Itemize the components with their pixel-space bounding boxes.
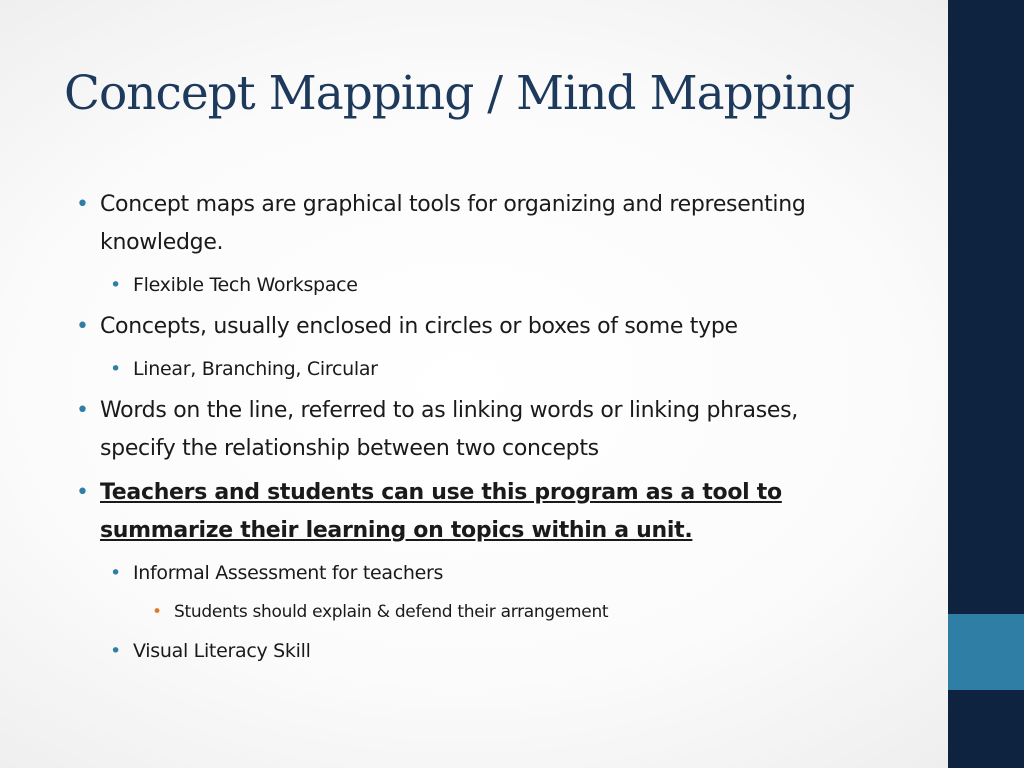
sub-bullet-item <box>106 634 872 668</box>
bullet-icon: • <box>76 192 89 217</box>
bullet-text: Words on the line, referred to as linking words or linking phrases, specify the relationship between two concepts <box>100 398 798 461</box>
bullet-text: Concept maps are graphical tools for organizing and representing knowledge. <box>100 192 806 255</box>
bullet-text: Students should explain & defend their arrangement <box>174 602 609 622</box>
bullet-item <box>72 392 872 468</box>
bullet-item-emphasized <box>72 474 872 550</box>
bullet-icon: • <box>76 480 89 505</box>
sub-sub-bullet-item <box>148 596 872 628</box>
bullet-list <box>72 186 872 674</box>
bullet-text: Visual Literacy Skill <box>133 640 311 662</box>
bullet-icon: • <box>76 398 89 423</box>
bullet-icon: • <box>110 640 121 662</box>
right-accent-block <box>948 614 1024 690</box>
bullet-text: Informal Assessment for teachers <box>133 562 444 584</box>
bullet-icon: • <box>76 314 89 339</box>
bullet-item <box>72 186 872 262</box>
bullet-text: Flexible Tech Workspace <box>133 274 358 296</box>
bullet-text: Concepts, usually enclosed in circles or boxes of some type <box>100 314 738 339</box>
bullet-text: Linear, Branching, Circular <box>133 358 378 380</box>
sub-bullet-item <box>106 556 872 590</box>
bullet-text-emphasized: Teachers and students can use this program as a tool to summarize their learning on topics within a unit. <box>100 480 782 543</box>
sub-bullet-item <box>106 268 872 302</box>
bullet-icon: • <box>110 562 121 584</box>
slide-title: Concept Mapping / Mind Mapping <box>64 66 855 121</box>
bullet-icon: • <box>110 274 121 296</box>
bullet-icon: • <box>110 358 121 380</box>
bullet-icon: • <box>152 602 162 622</box>
sub-bullet-item <box>106 352 872 386</box>
bullet-item <box>72 308 872 346</box>
